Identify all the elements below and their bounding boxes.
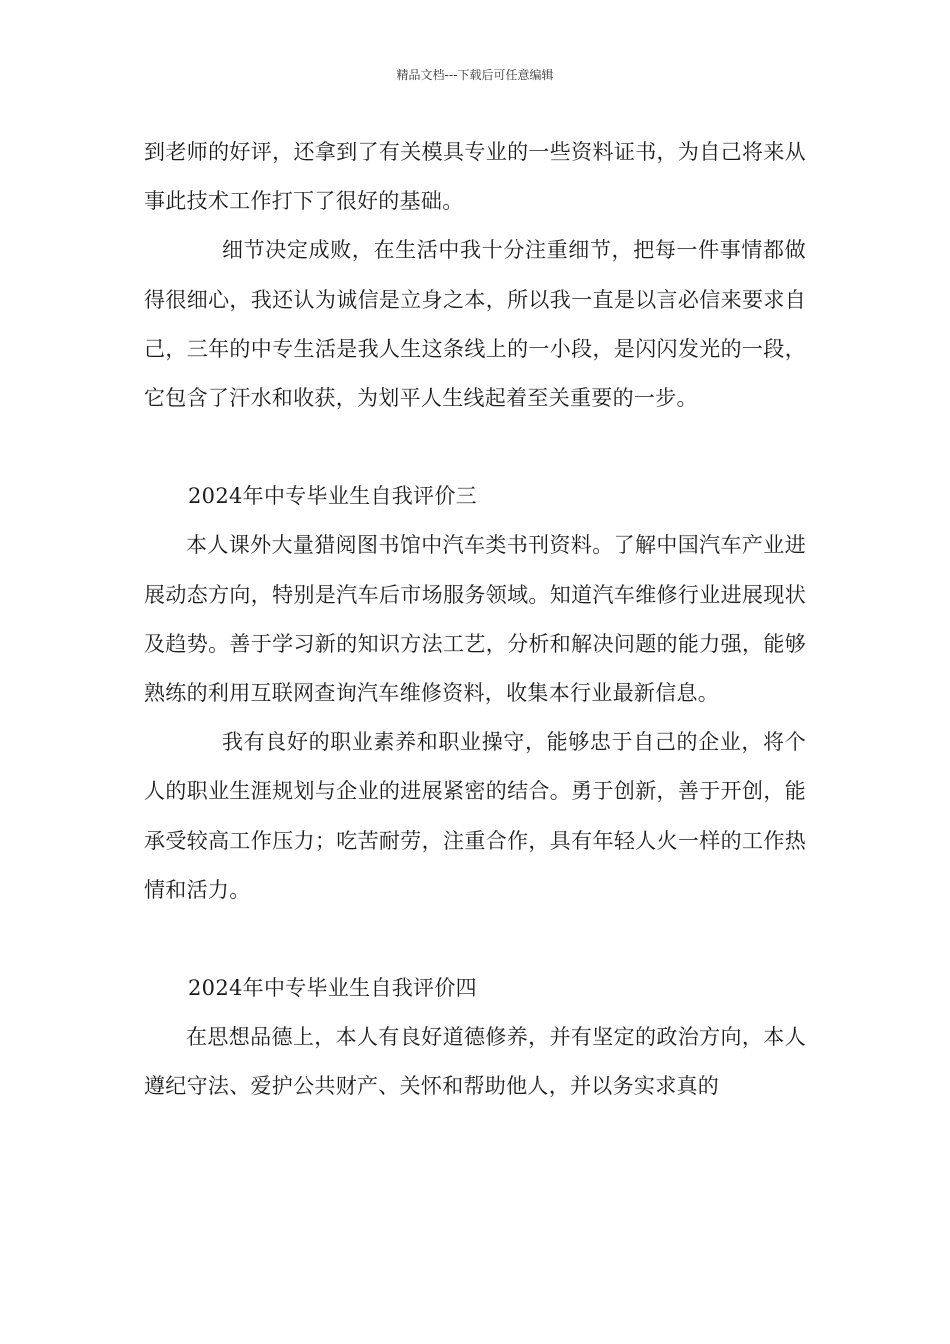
paragraph-professional: 我有良好的职业素养和职业操守，能够忠于自己的企业，将个人的职业生涯规划与企业的进展紧密的结合。勇于创新，善于开创，能承受较高工作压力；吃苦耐劳，注重合作，具有年轻人火一样的工作热情和活力。 (144, 730, 806, 902)
paragraph-continuation: 到老师的好评，还拿到了有关模具专业的一些资料证书，为自己将来从事此技术工作打下了很好的基础。 (144, 140, 806, 214)
section-heading-four: 2024年中专毕业生自我评价四 (188, 976, 477, 1001)
document-body (144, 128, 806, 1112)
paragraph-reading: 本人课外大量猎阅图书馆中汽车类书刊资料。了解中国汽车产业进展动态方向，特别是汽车后市场服务领域。知道汽车维修行业进展现状及趋势。善于学习新的知识方法工艺，分析和解决问题的能力强，能够熟练的利用互联网查询汽车维修资料，收集本行业最新信息。 (144, 533, 806, 706)
paragraph-morality: 在思想品德上，本人有良好道德修养，并有坚定的政治方向，本人遵纪守法、爱护公共财产、关怀和帮助他人，并以务实求真的 (144, 1025, 806, 1099)
paragraph-details: 细节决定成败，在生活中我十分注重细节，把每一件事情都做得很细心，我还认为诚信是立身之本，所以我一直是以言必信来要求自己，三年的中专生活是我人生这条线上的一小段，是闪闪发光的一段，它包含了汗水和收获，为划平人生线起着至关重要的一步。 (144, 238, 806, 411)
section-heading-three: 2024年中专毕业生自我评价三 (188, 484, 477, 509)
page-header: 精品文档---下载后可任意编辑 (396, 68, 554, 82)
